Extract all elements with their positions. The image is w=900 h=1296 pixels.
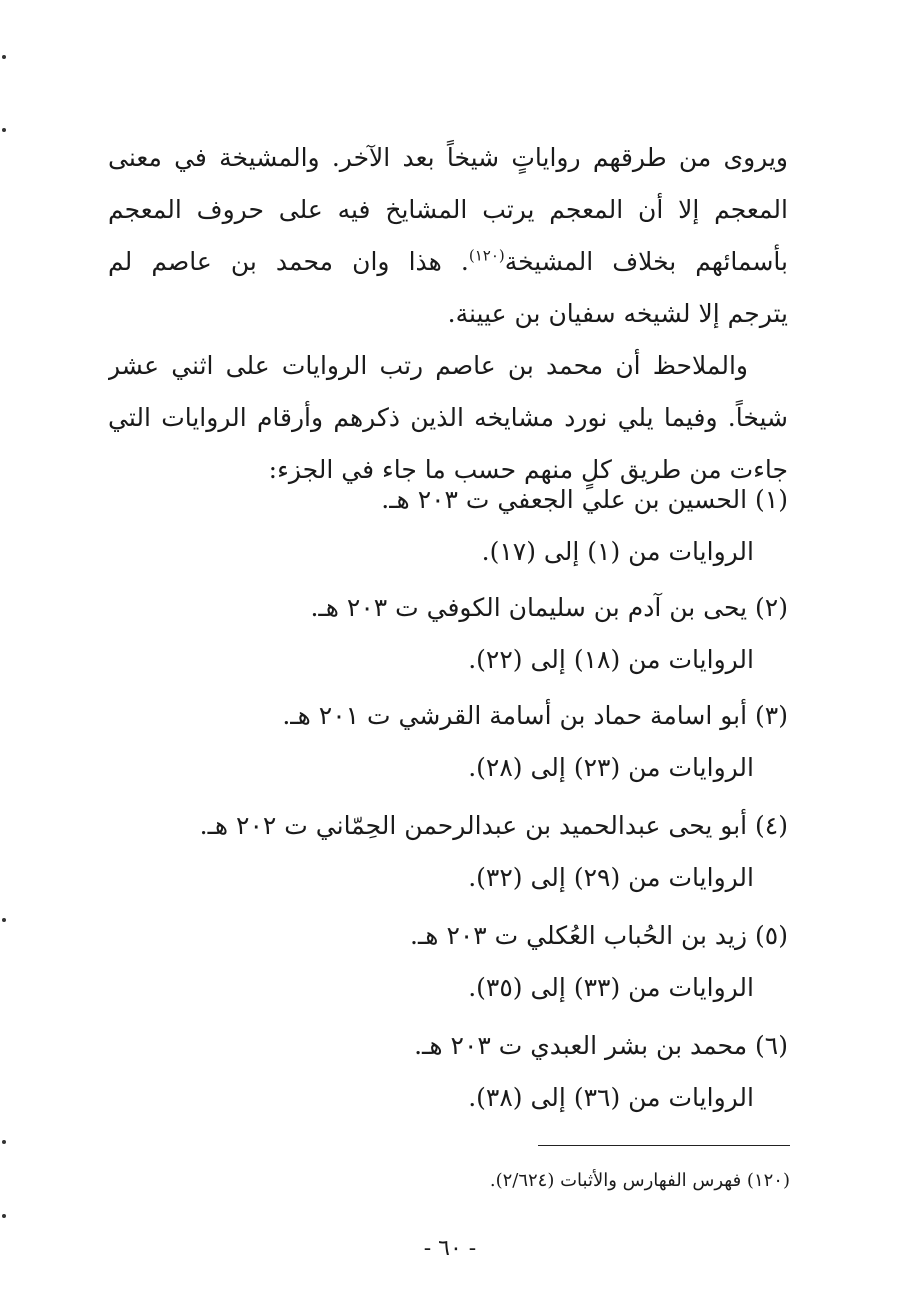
narrations-range-3: الروايات من (٢٣) إلى (٢٨). xyxy=(468,753,754,782)
sheikh-entry-4 xyxy=(88,800,788,904)
narrations-range-4: الروايات من (٢٩) إلى (٣٢). xyxy=(468,863,754,892)
sheikh-name-6: (٦) محمد بن بشر العبدي ت ٢٠٣ هـ. xyxy=(414,1031,788,1060)
narrations-range-2: الروايات من (١٨) إلى (٢٢). xyxy=(468,645,754,674)
paragraph-2-line-1: والملاحظ أن محمد بن عاصم رتب الروايات على اثني عشر xyxy=(108,351,748,380)
sheikh-entry-1 xyxy=(88,474,788,578)
paragraph-2-line-2: شيخاً. وفيما يلي نورد مشايخه الذين ذكرهم وأرقام الروايات التي xyxy=(108,403,788,432)
sheikh-name-2: (٢) يحى بن آدم بن سليمان الكوفي ت ٢٠٣ هـ. xyxy=(310,593,788,622)
paragraph-2 xyxy=(108,340,788,496)
paragraph-1-line-3-tail: . هذا وان محمد بن عاصم لم xyxy=(108,247,469,276)
sheikh-name-3: (٣) أبو اسامة حماد بن أسامة القرشي ت ٢٠١ هـ. xyxy=(282,701,788,730)
sheikh-name-5: (٥) زيد بن الحُباب العُكلي ت ٢٠٣ هـ. xyxy=(410,921,788,950)
paragraph-1-line-1: ويروى من طرقهم رواياتٍ شيخاً بعد الآخر. والمشيخة في معنى xyxy=(108,143,788,172)
sheikh-name-4: (٤) أبو يحى عبدالحميد بن عبدالرحمن الحِمّاني ت ٢٠٢ هـ. xyxy=(199,811,788,840)
paragraph-1-line-2: المعجم إلا أن المعجم يرتب المشايخ فيه على حروف المعجم xyxy=(108,195,788,224)
sheikh-entry-3 xyxy=(88,690,788,794)
narrations-range-6: الروايات من (٣٦) إلى (٣٨). xyxy=(468,1083,754,1112)
paragraph-1-line-3-text: بأسمائهم بخلاف المشيخة xyxy=(504,247,788,276)
sheikh-entry-6 xyxy=(88,1020,788,1124)
scan-mark xyxy=(2,55,6,59)
sheikh-entry-5 xyxy=(88,910,788,1014)
scan-mark xyxy=(2,1214,6,1218)
page-number: - ٦٠ - xyxy=(423,1236,477,1261)
paragraph-1 xyxy=(108,132,788,340)
narrations-range-1: الروايات من (١) إلى (١٧). xyxy=(481,537,754,566)
sheikh-entry-2 xyxy=(88,582,788,686)
paragraph-1-line-3 xyxy=(108,236,788,288)
paragraph-1-line-4: يترجم إلا لشيخه سفيان بن عيينة. xyxy=(447,299,788,328)
paragraph-2-line-3: جاءت من طريق كلٍ منهم حسب ما جاء في الجزء: xyxy=(268,455,788,484)
scan-mark xyxy=(2,1140,6,1144)
footnote-separator xyxy=(538,1145,790,1146)
scan-mark xyxy=(2,918,6,922)
sheikh-name-1: (١) الحسين بن علي الجعفي ت ٢٠٣ هـ. xyxy=(381,485,788,514)
footnote-reference: (١٢٠) xyxy=(468,246,505,265)
narrations-range-5: الروايات من (٣٣) إلى (٣٥). xyxy=(468,973,754,1002)
footnote: (١٢٠) فهرس الفهارس والأثبات (٢/٦٢٤). xyxy=(489,1170,790,1191)
scan-mark xyxy=(2,128,6,132)
